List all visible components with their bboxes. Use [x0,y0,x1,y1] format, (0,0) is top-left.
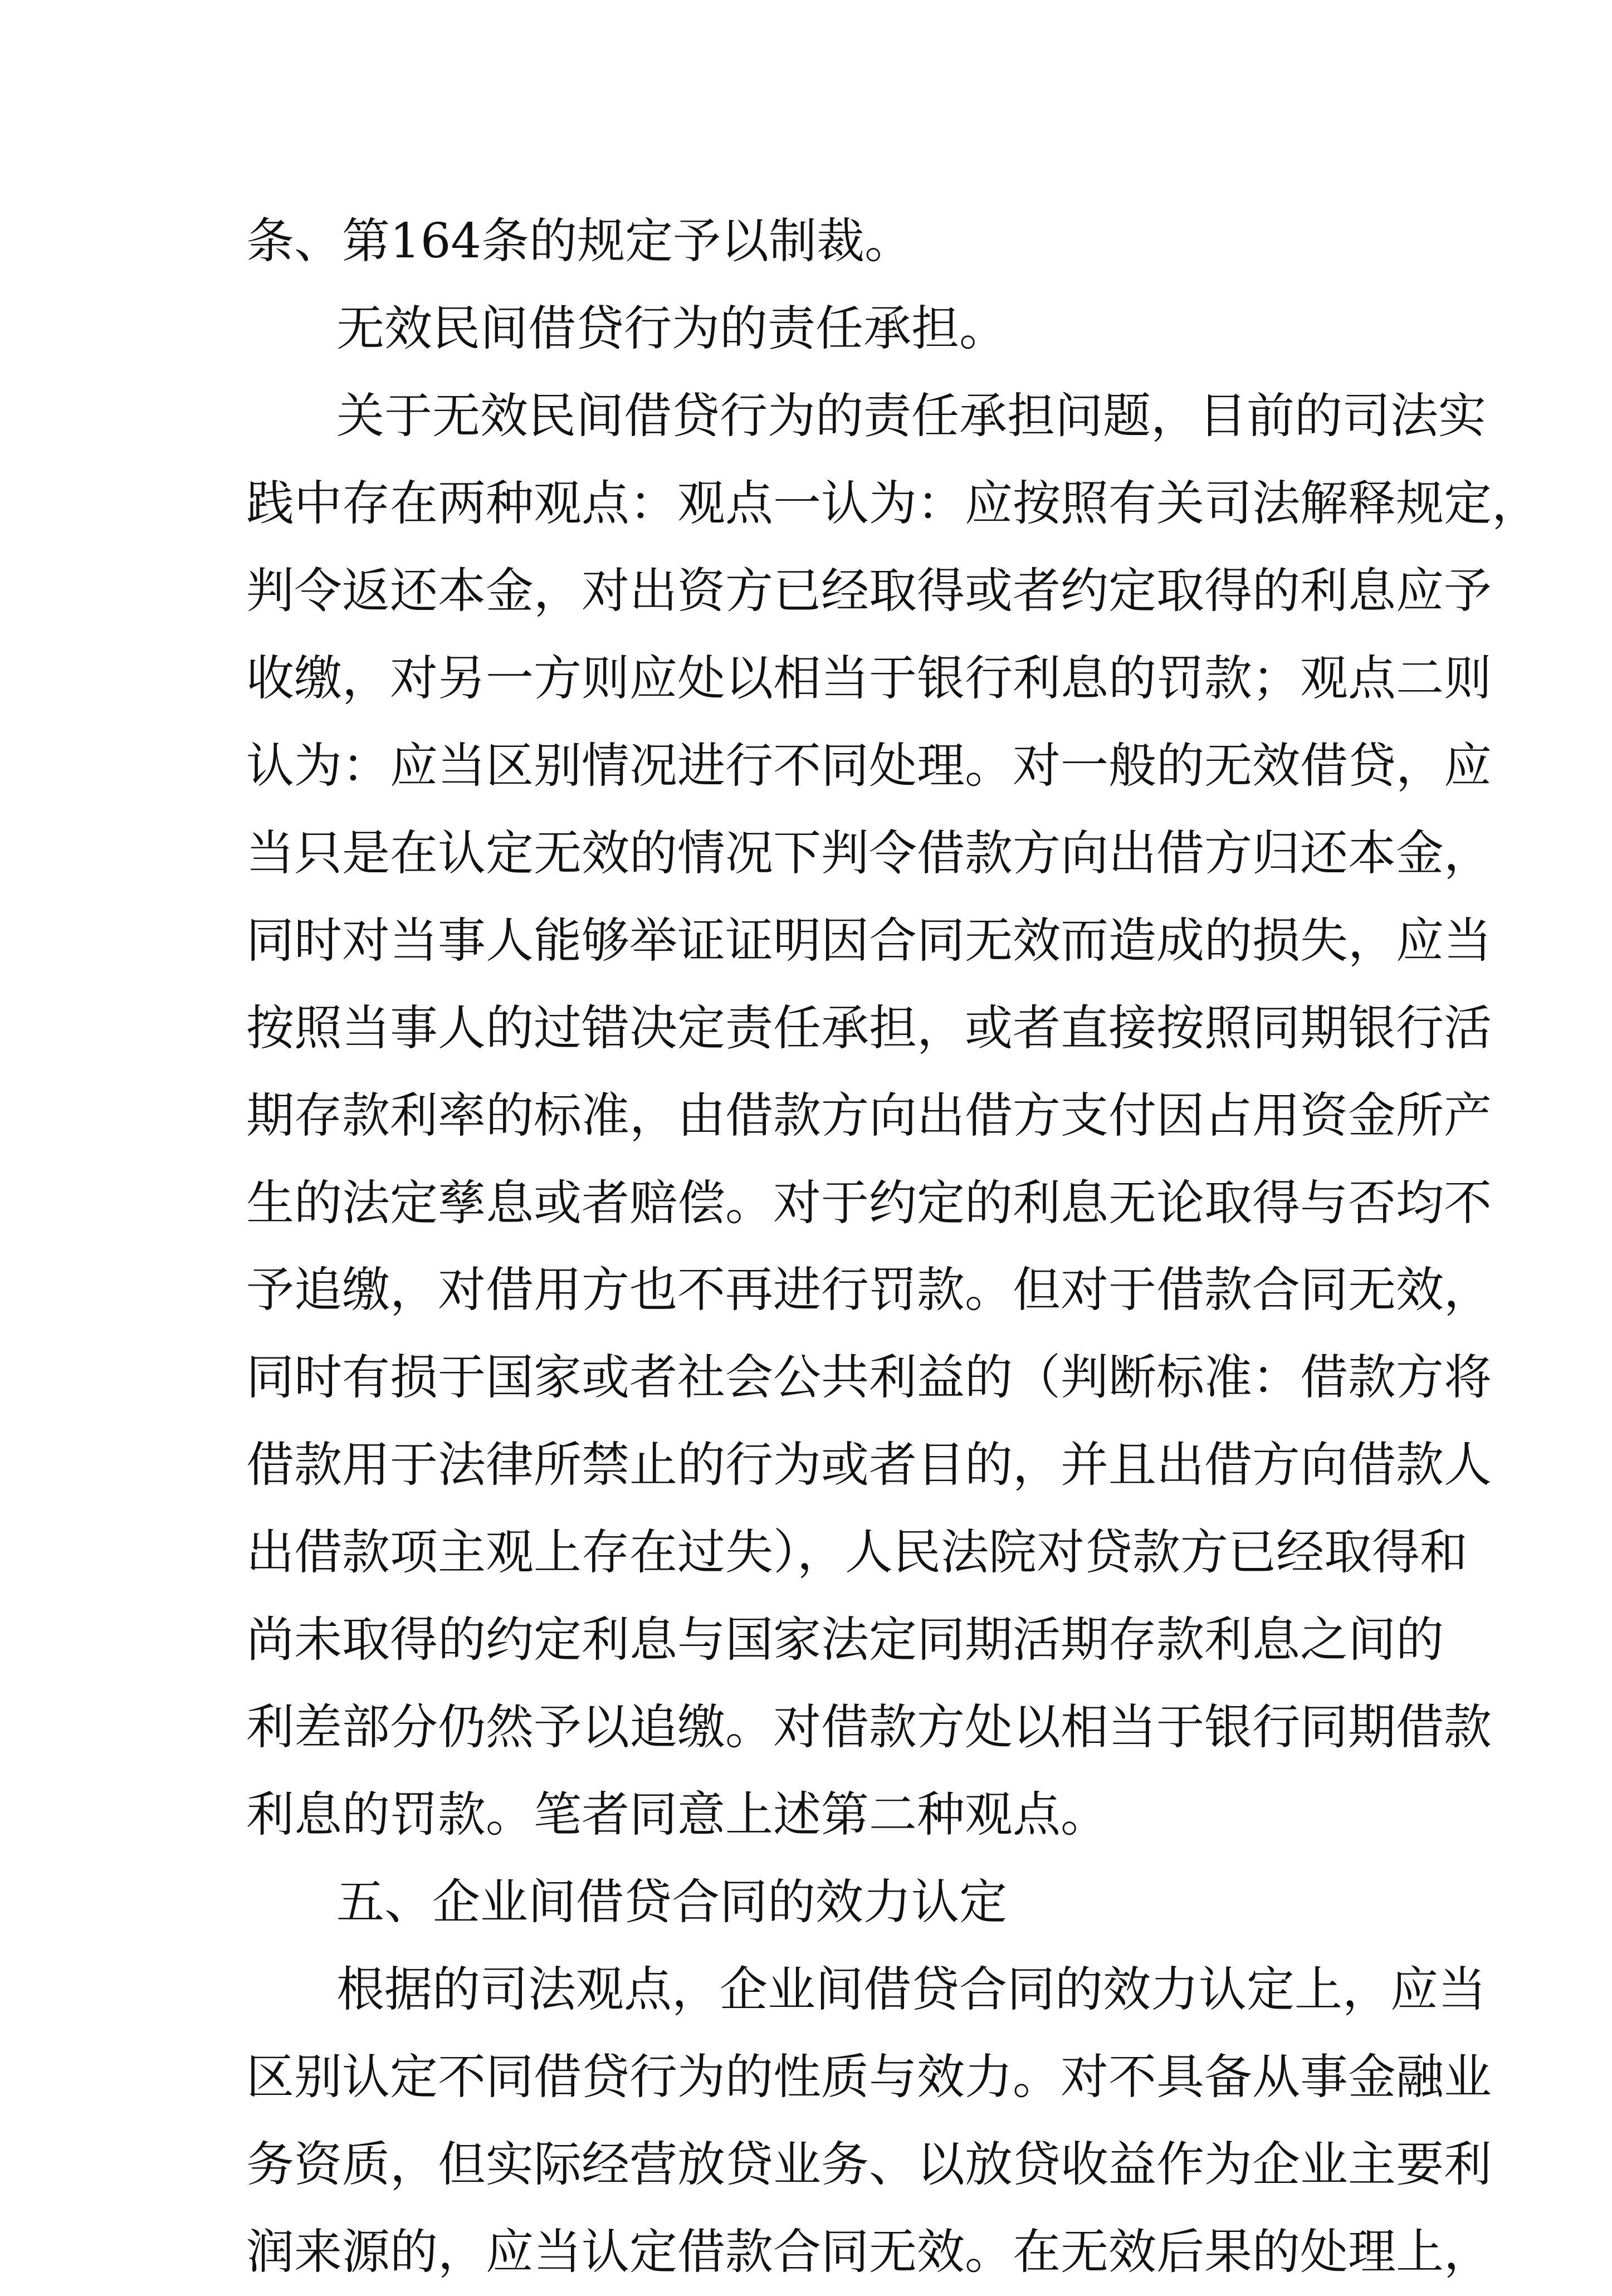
text-line: 按照当事人的过错决定责任承担，或者直接按照同期银行活 [246,1000,1492,1056]
text-line: 出借款项主观上存在过失），人民法院对贷款方已经取得和 [246,1525,1468,1580]
section-heading: 无效民间借贷行为的责任承担。 [336,301,1007,356]
text-line: 同时对当事人能够举证证明因合同无效而造成的损失，应当 [246,913,1492,969]
text-line: 收缴，对另一方则应处以相当于银行利息的罚款；观点二则 [246,651,1492,706]
text-line: 关于无效民间借贷行为的责任承担问题，目前的司法实 [336,388,1486,444]
text-line: 践中存在两种观点：观点一认为：应按照有关司法解释规定， [246,476,1540,531]
text-line: 根据的司法观点，企业间借贷合同的效力认定上，应当 [336,1962,1486,2017]
text-line: 尚未取得的约定利息与国家法定同期活期存款利息之间的 [246,1612,1444,1668]
text-line: 务资质，但实际经营放贷业务、以放贷收益作为企业主要利 [246,2137,1492,2192]
text-line: 利差部分仍然予以追缴。对借款方处以相当于银行同期借款 [246,1699,1492,1755]
text-line: 同时有损于国家或者社会公共利益的（判断标准：借款方将 [246,1350,1492,1405]
text-line: 判令返还本金，对出资方已经取得或者约定取得的利息应予 [246,563,1492,619]
text-line: 区别认定不同借贷行为的性质与效力。对不具备从事金融业 [246,2049,1492,2105]
text-line: 生的法定孳息或者赔偿。对于约定的利息无论取得与否均不 [246,1175,1492,1231]
text-line: 期存款利率的标准，由借款方向出借方支付因占用资金所产 [246,1088,1492,1144]
text-line: 予追缴，对借用方也不再进行罚款。但对于借款合同无效， [246,1262,1492,1318]
text-line: 当只是在认定无效的情况下判令借款方向出借方归还本金， [246,825,1492,881]
section-heading: 五、企业间借贷合同的效力认定 [336,1874,1007,1930]
text-line: 借款用于法律所禁止的行为或者目的，并且出借方向借款人 [246,1437,1492,1493]
text-line: 利息的罚款。笔者同意上述第二种观点。 [246,1787,1108,1843]
text-line: 润来源的，应当认定借款合同无效。在无效后果的处理上， [246,2224,1492,2280]
text-line: 条、第164条的规定予以制裁。 [246,213,913,269]
text-line: 认为：应当区别情况进行不同处理。对一般的无效借贷，应 [246,738,1492,794]
